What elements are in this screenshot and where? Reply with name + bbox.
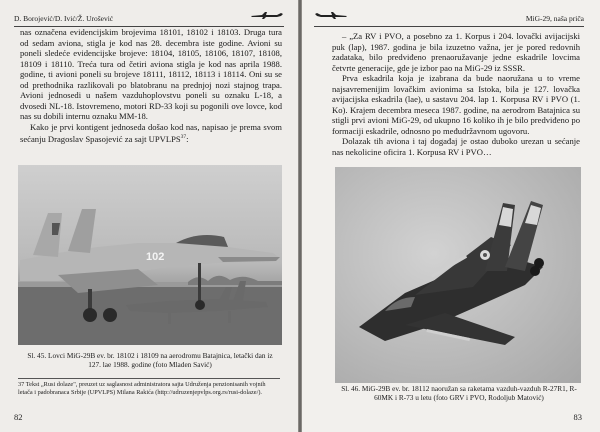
right-paragraph-1: – „Za RV i PVO, a posebno za 1. Korpus i 204. lovački avijacijski puk (lap), 1987. godina je bila izuzetno važna, jer je pored redovnih zadataka, bilo predviđeno prenaoružavanje jedne eskadrile lovcima četvrte generacije, gde je izbor pao na MiG-29 iz SSSR. [332,31,580,73]
right-running-header [314,14,584,27]
right-page [302,0,600,432]
right-body-text [332,31,580,158]
aircraft-side-number: 102 [146,251,165,263]
left-footnote: 37 Tekst „Rusi dolaze", preuzet uz saglasnost administratora sajta Udruženja penzionisanih vojnih letača i padobranaca Srbije (UPVLPS) Milana Rakića (http://udruzenjepvlps.org.rs/rusi-dolaze/). [18,378,280,396]
left-page [0,0,298,432]
left-photo-caption: Sl. 45. Lovci MiG-29B ev. br. 18102 i 18109 na aerodromu Batajnica, letački dan iz 127. lae 1988. godine (foto Mladen Savić) [27,351,273,369]
photo-mig29-in-flight [335,167,581,383]
jet-silhouette-icon [314,10,348,20]
footnote-marker: 37 [180,134,187,141]
right-page-number: 83 [573,412,582,422]
left-header-authors: D. Borojević/D. Ivić/Ž. Urošević [14,14,114,23]
left-body-text [20,27,282,145]
left-page-number: 82 [14,412,23,422]
right-paragraph-3: Dolazak tih aviona i taj događaj je ostao duboko urezan u sećanje nas nekolicine oficira 1. Korpusa RV i PVO… [332,136,580,158]
left-running-header [14,14,284,27]
left-paragraph-1: nas označena evidencijskim brojevima 18101, 18102 i 18103. Druga tura od sedam aviona, stigla je kod nas 28. decembra iste godine. Avioni su poneli sledeće evidencijske brojeve: 18104, 18105, 18106, 18107, 18108, 18109 i 18110. Treća tura od četiri aviona stigla je kod nas aprila 1988. godine, ti avioni poneli su brojeve 18111, 18112, 18113 i 18114. Oni su se od prethodnika razlikovali po blatobranu na prednjoj nozi stajnog trapa. Avioni jednosedi u našem vazduhoplovstvu poneli su oznaku L-18, a dvosedi NL-18. Istovremeno, motori RD-33 koji su pogonili ove lovce, kod nas su dobili internu oznaku MM-18. [20,27,282,122]
right-photo-caption: Sl. 46. MiG-29B ev. br. 18112 naoružan sa raketama vazduh-vazduh R-27R1, R-60MK i R-73 u letu (foto GRV i PVO, Rodoljub Matović) [341,384,577,402]
left-paragraph-2: Kako je prvi kontigent jednoseda došao kod nas, napisao je prema svom sećanju Dragoslav Spasojević za sajt UPVLPS$^{37}$: [20,121,282,145]
right-header-title: MiG-29, naša priča [525,14,584,23]
jet-silhouette-icon [250,10,284,20]
photo-mig29-pair-on-apron [18,165,282,345]
left-paragraph-2-text: Kako je prvi kontigent jednoseda došao kod nas, napisao je prema svom sećanju Dragoslav Spasojević za sajt UPVLPS [20,121,282,145]
right-paragraph-2: Prva eskadrila koja je izabrana da bude naoružana u to vreme najsavremenijim lovačkim avionima sa Istoka, bila je 127. lovačka avijacijska eskadrila (lae), u sastavu 204. lap 1. Korpusa RV i PVO (1. Ko). Krajem decembra meseca 1987. godine, na aerodrom Batajnica su stigli prvi avioni MiG-29, od ukupno 16 koliko ih je bilo predviđeno po formaciji eskadrile, odnosno po međudržavnom ugovoru. [332,73,580,136]
